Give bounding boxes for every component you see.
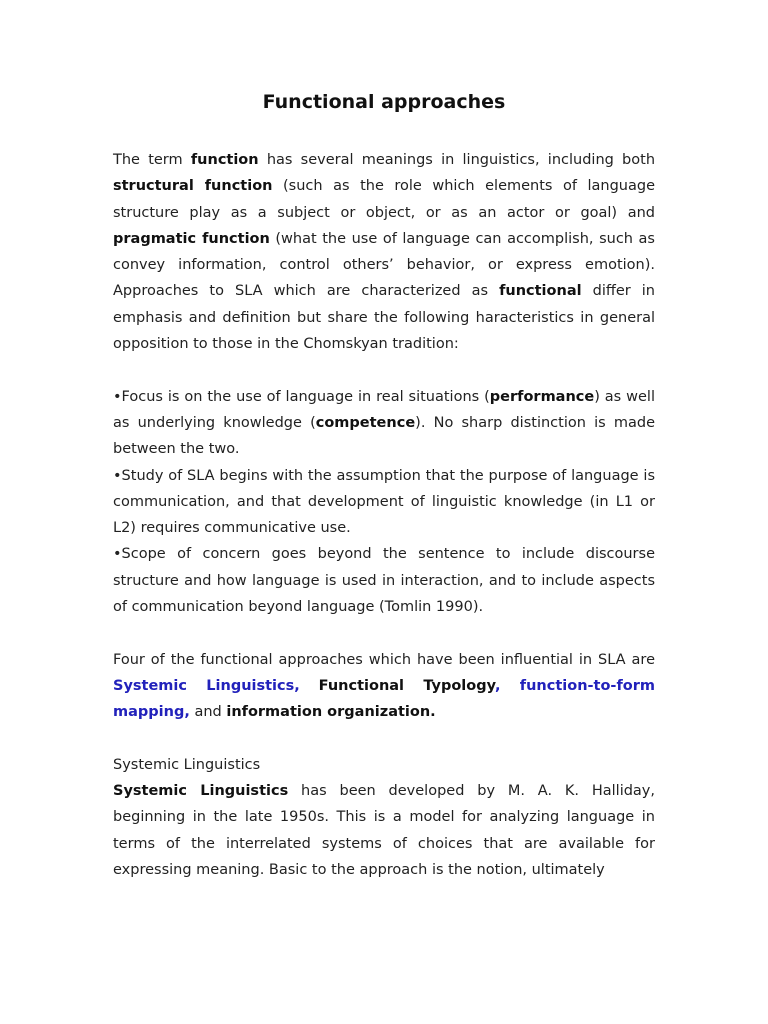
- text-run: has been developed by M. A. K. Halliday, beginning in the late 1950s. This is a model for analyzing language in terms of the interrelated systems of choices that are available for expressing meaning. Basic to the approach is the notion, ultimately: [113, 783, 655, 879]
- function-to-form-link[interactable]: , function-to-form mapping,: [113, 677, 655, 721]
- term-pragmatic-function: pragmatic function: [113, 230, 270, 247]
- page-title: Functional approaches: [262, 91, 506, 113]
- term-systemic-linguistics: Systemic Linguistics: [113, 783, 289, 800]
- term-performance: performance: [489, 388, 595, 405]
- text-run: (what the use of language can accomplish, such as convey information, control others’ behavior, or express emotion). Approaches to SLA which are characterized as: [113, 230, 655, 300]
- text-run: •Study of SLA begins with the assumption that the purpose of language is communication, and that development of linguistic knowledge (in L1 or L2) requires communicative use.: [113, 467, 655, 537]
- term-functional-typology: Functional Typology: [318, 677, 495, 694]
- intro-paragraph: [113, 147, 655, 357]
- bullet-item: [113, 384, 655, 463]
- document-body: [113, 147, 655, 883]
- text-run: and: [189, 704, 227, 721]
- text-run: •Focus is on the use of language in real situations (: [113, 388, 490, 405]
- text-run: Four of the functional approaches which have been influential in SLA are: [113, 651, 655, 668]
- term-information-organization: information organization.: [226, 704, 436, 721]
- paragraph-gap: [113, 726, 655, 752]
- text-run: ). No sharp distinction is made between the two.: [113, 414, 655, 458]
- term-structural-function: structural function: [113, 178, 273, 195]
- term-functional: functional: [499, 283, 582, 300]
- term-competence: competence: [315, 414, 416, 431]
- text-run: •Scope of concern goes beyond the sentence to include discourse structure and how language is used in interaction, and to include aspects of communication beyond language (Tomlin 1990).: [113, 546, 655, 616]
- text-run: has several meanings in linguistics, including both: [258, 152, 656, 168]
- text-run: ) as well as underlying knowledge (: [113, 388, 655, 431]
- text-run: [300, 678, 319, 694]
- text-run: The term: [113, 152, 191, 168]
- text-run: (such as the role which elements of language structure play as a subject or object, or as an actor or goal) and: [113, 178, 655, 221]
- approaches-paragraph: [113, 647, 655, 726]
- systemic-paragraph: [113, 778, 655, 883]
- systemic-linguistics-link[interactable]: Systemic Linguistics,: [113, 677, 300, 694]
- paragraph-gap: [113, 620, 655, 646]
- term-function: function: [190, 152, 259, 168]
- bullet-item: [113, 541, 655, 620]
- section-heading: Systemic Linguistics: [113, 756, 261, 773]
- bullet-item: [113, 463, 655, 542]
- paragraph-gap: [113, 357, 655, 383]
- text-run: differ in emphasis and definition but share the following haracteristics in general opposition to those in the Chomskyan tradition:: [113, 283, 655, 353]
